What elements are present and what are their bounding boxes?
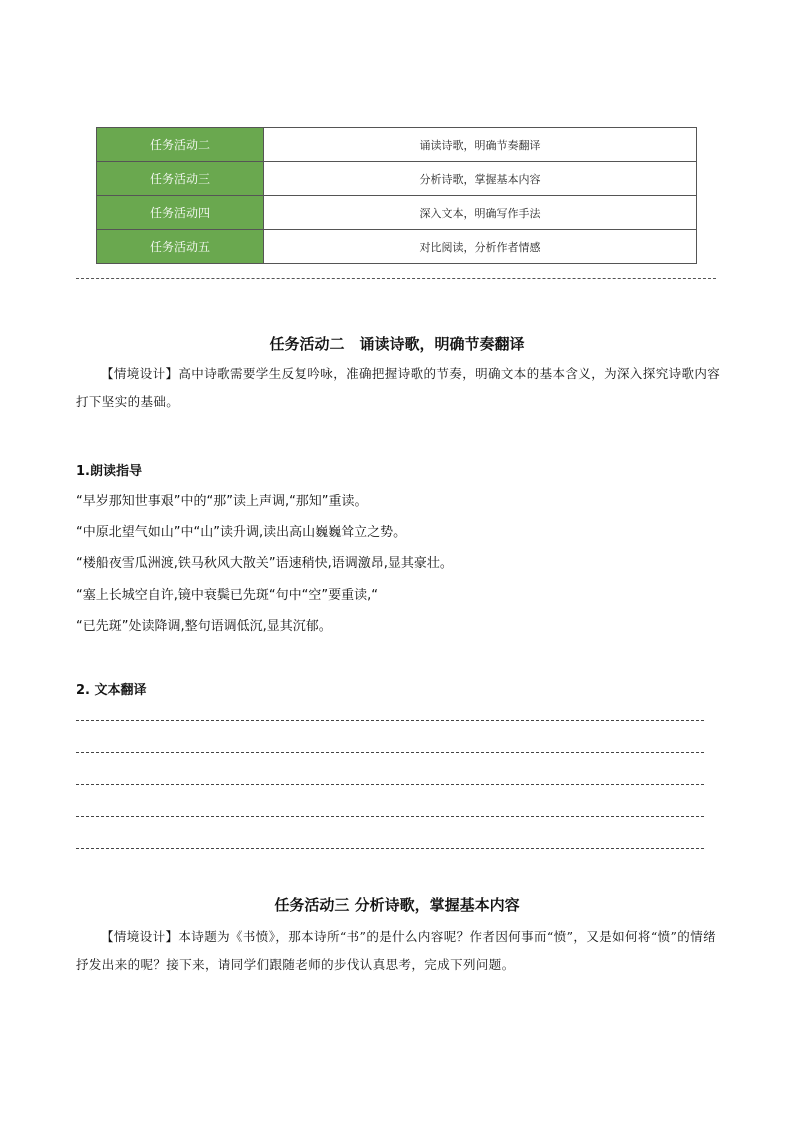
- section-divider: [76, 278, 716, 279]
- reading-guide-heading: 1.朗读指导: [76, 464, 142, 479]
- section-title: 任务活动三 分析诗歌，掌握基本内容: [274, 896, 520, 914]
- task-name-cell: 任务活动二: [97, 128, 264, 162]
- answer-blank-line: [76, 816, 704, 817]
- reading-guide-line: “已先斑”处读降调,整句语调低沉,显其沉郁。: [76, 619, 332, 634]
- answer-blank-line: [76, 784, 704, 785]
- situation-design-paragraph: 【情境设计】高中诗歌需要学生反复吟咏，准确把握诗歌的节奏，明确文本的基本含义，为深入探究诗歌内容打下坚实的基础。: [76, 366, 721, 409]
- task-overview-table: [96, 127, 697, 264]
- task-name-cell: 任务活动五: [97, 230, 264, 264]
- table-row: [97, 128, 697, 162]
- task-name-cell: 任务活动四: [97, 196, 264, 230]
- answer-blank-line: [76, 720, 704, 721]
- reading-guide-line: “早岁那知世事艰”中的“那”读上声调,“那知”重读。: [76, 494, 368, 509]
- task-desc-cell: 对比阅读，分析作者情感: [264, 230, 697, 264]
- task-name-cell: 任务活动三: [97, 162, 264, 196]
- task-desc-cell: 诵读诗歌，明确节奏翻译: [264, 128, 697, 162]
- answer-blank-line: [76, 752, 704, 753]
- reading-guide-line: “塞上长城空自许,镜中衰鬓已先斑“句中“空”要重读,“: [76, 588, 378, 603]
- reading-guide-line: “中原北望气如山”中“山”读升调,读出高山巍巍耸立之势。: [76, 525, 407, 540]
- section-title: 任务活动二 诵读诗歌，明确节奏翻译: [269, 335, 525, 353]
- task-desc-cell: 分析诗歌，掌握基本内容: [264, 162, 697, 196]
- table-row: [97, 230, 697, 264]
- task-desc-cell: 深入文本，明确写作手法: [264, 196, 697, 230]
- table-row: [97, 196, 697, 230]
- translation-heading: 2. 文本翻译: [76, 683, 147, 698]
- reading-guide-line: “楼船夜雪瓜洲渡,铁马秋风大散关”语速稍快,语调激昂,显其豪壮。: [76, 556, 453, 571]
- answer-blank-line: [76, 848, 704, 849]
- table-row: [97, 162, 697, 196]
- situation-design-paragraph: 【情境设计】本诗题为《书愤》，那本诗所“书”的是什么内容呢？作者因何事而“愤”，又是如何将“愤”的情绪抒发出来的呢？接下来，请同学们跟随老师的步伐认真思考，完成下列问题。: [76, 929, 716, 972]
